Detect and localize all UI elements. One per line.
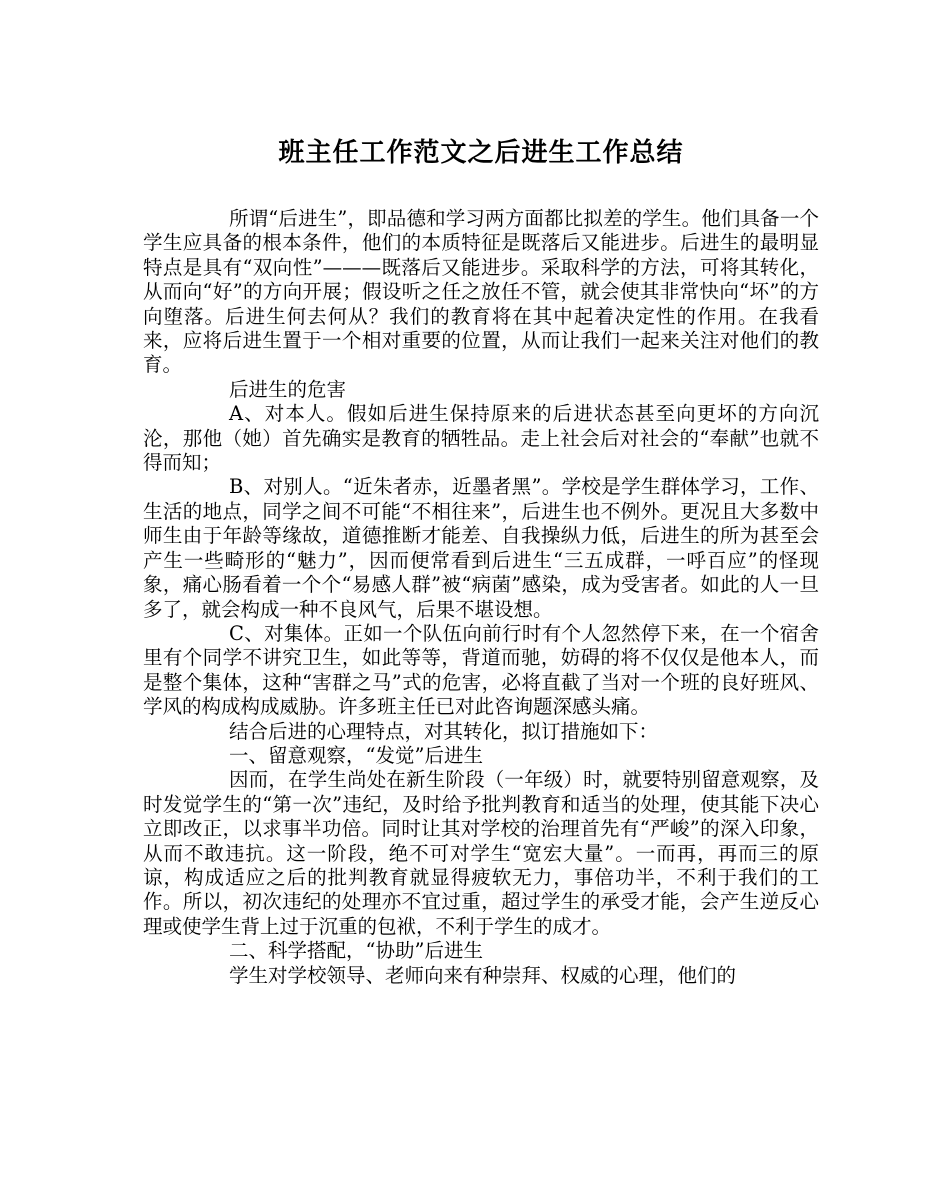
heading-measure-1: 一、留意观察，“发觉”后进生 <box>229 743 483 767</box>
heading-harms: 后进生的危害 <box>229 377 347 401</box>
document-body <box>143 207 819 988</box>
paragraph-harm-others: B、对别人。“近朱者赤，近墨者黑”。学校是学生群体学习，工作、生活的地点，同学之间不可能“不相往来”，后进生也不例外。更况且大多数中师生由于年龄等缘故，道德推断才能差、自我操纵力低，后进生的所为甚至会产生一些畸形的“魅力”，因而便常看到后进生“三五成群，一呼百应”的怪现象，痛心肠看着一个个“易感人群”被“病菌”感染，成为受害者。如此的人一旦多了，就会构成一种不良风气，后果不堪设想。 <box>143 475 819 621</box>
paragraph-harm-collective: C、对集体。正如一个队伍向前行时有个人忽然停下来，在一个宿舍里有个同学不讲究卫生，如此等等，背道而驰，妨碍的将不仅仅是他本人，而是整个集体，这种“害群之马”式的危害，必将直截了当对一个班的良好班风、学风的构成构成威胁。许多班主任已对此咨询题深感头痛。 <box>143 621 819 719</box>
heading-measure-2: 二、科学搭配，“协助”后进生 <box>229 939 483 963</box>
paragraph-measures-intro: 结合后进的心理特点，对其转化，拟订措施如下： <box>229 719 659 743</box>
paragraph-measure-1: 因而，在学生尚处在新生阶段（一年级）时，就要特别留意观察，及时发觉学生的“第一次”违纪，及时给予批判教育和适当的处理，使其能下决心立即改正，以求事半功倍。同时让其对学校的治理首先有“严峻”的深入印象，从而不敢违抗。这一阶段，绝不可对学生“宽宏大量”。一而再，再而三的原谅，构成适应之后的批判教育就显得疲软无力，事倍功半，不利于我们的工作。所以，初次违纪的处理亦不宜过重，超过学生的承受才能，会产生逆反心理或使学生背上过于沉重的包袱，不利于学生的成才。 <box>143 768 819 938</box>
paragraph-harm-self: A、对本人。假如后进生保持原来的后进状态甚至向更坏的方向沉沦，那他（她）首先确实是教育的牺牲品。走上社会后对社会的“奉献”也就不得而知； <box>143 402 819 475</box>
paragraph-intro: 所谓“后进生”，即品德和学习两方面都比拟差的学生。他们具备一个学生应具备的根本条件，他们的本质特征是既落后又能进步。后进生的最明显特点是具有“双向性”———既落后又能进步。采取科学的方法，可将其转化，从而向“好”的方向开展；假设听之任之放任不管，就会使其非常快向“坏”的方向堕落。后进生何去何从？我们的教育将在其中起着决定性的作用。在我看来，应将后进生置于一个相对重要的位置，从而让我们一起来关注对他们的教育。 <box>143 207 819 377</box>
paragraph-measure-2: 学生对学校领导、老师向来有种崇拜、权威的心理，他们的 <box>229 963 737 987</box>
document-title: 班主任工作范文之后进生工作总结 <box>278 138 684 168</box>
document-page <box>143 0 819 1189</box>
